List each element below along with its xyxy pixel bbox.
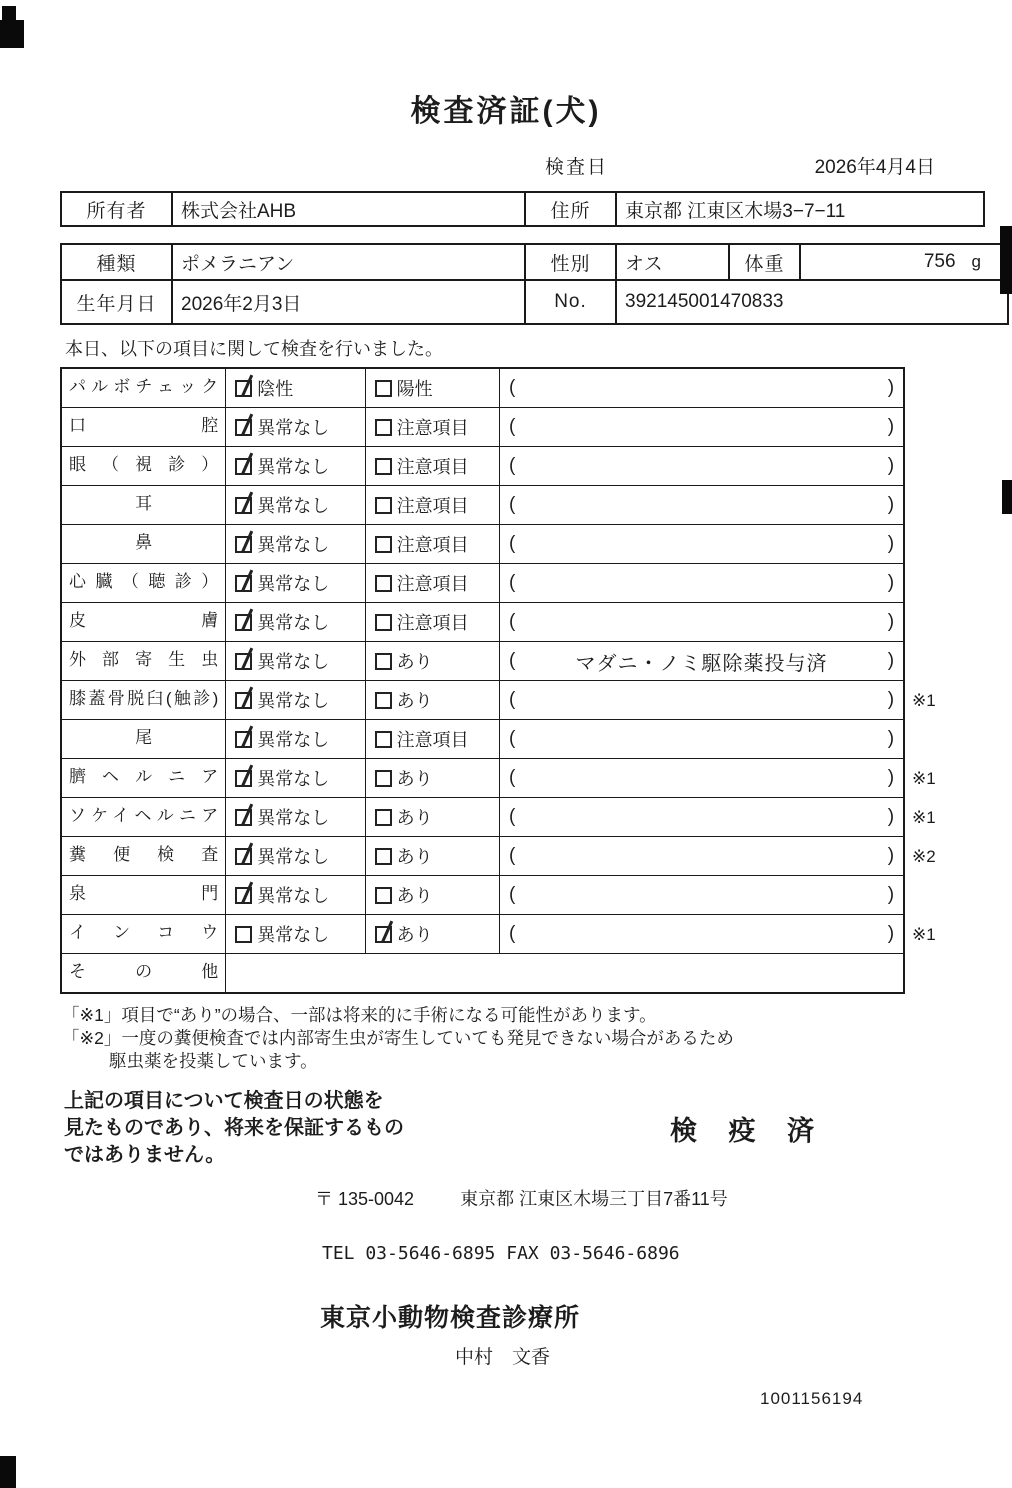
footnote-2-line2: 駆虫薬を投薬しています。	[109, 1050, 318, 1071]
comment-cell	[500, 681, 903, 719]
intro-text: 本日、以下の項目に関して検査を行いました。	[65, 339, 443, 359]
sex-label: 性別	[525, 244, 616, 280]
option-label: 異常なし	[257, 457, 330, 477]
row-label: その他	[62, 954, 226, 992]
paren-close: )	[887, 572, 895, 593]
checkbox-icon	[375, 770, 392, 787]
inspection-date-row	[60, 152, 935, 179]
paren-open: (	[508, 494, 516, 515]
row-label: 眼（視診）	[62, 447, 226, 485]
paren-open: (	[508, 884, 516, 905]
option-cell	[366, 642, 500, 680]
paren-open: (	[508, 689, 516, 710]
row-label: ソケイヘルニア	[62, 798, 226, 836]
paren-open: (	[508, 572, 516, 593]
option-label: 異常なし	[257, 418, 330, 438]
birth-value: 2026年2月3日	[172, 280, 525, 324]
clinic-name: 東京小動物検査診療所	[320, 1304, 581, 1333]
paren-open: (	[508, 533, 516, 554]
comment-cell	[500, 720, 903, 758]
statement-line: 見たものであり、将来を保証するもの	[64, 1117, 404, 1140]
row-label: 臍ヘルニア	[62, 759, 226, 797]
paren-open: (	[508, 923, 516, 944]
option-label: 異常なし	[257, 769, 330, 789]
option-label: 異常なし	[257, 691, 330, 711]
examiner-name: 中村 文香	[455, 1347, 551, 1369]
option-label: あり	[396, 886, 433, 906]
option-label: 陰性	[257, 379, 294, 399]
other-empty-cell	[226, 954, 903, 992]
option-label: 異常なし	[257, 652, 330, 672]
row-note-mark: ※1	[912, 768, 936, 788]
option-cell	[366, 369, 500, 407]
paren-close: )	[887, 767, 895, 788]
row-label: 膝蓋骨脱臼(触診)	[62, 681, 226, 719]
inspection-row	[60, 954, 1012, 994]
weight-unit: g	[971, 252, 981, 271]
inspection-row	[60, 447, 1012, 486]
checkbox-icon	[375, 653, 392, 670]
no-label: No.	[525, 280, 616, 324]
option-cell	[366, 876, 500, 914]
inspection-row	[60, 564, 1012, 603]
paren-close: )	[887, 923, 895, 944]
paren-open: (	[508, 650, 516, 671]
row-label: 耳	[62, 486, 226, 524]
inspection-row	[60, 837, 1012, 876]
checkbox-icon	[375, 497, 392, 514]
comment-cell	[500, 915, 903, 953]
checkbox-checked-icon	[235, 770, 252, 787]
comment-cell	[500, 408, 903, 446]
checkbox-checked-icon	[375, 926, 392, 943]
option-cell	[366, 447, 500, 485]
checkbox-checked-icon	[235, 731, 252, 748]
checkbox-icon	[375, 575, 392, 592]
disclaimer-statement	[64, 1088, 404, 1169]
footnote-2-line1: 「※2」一度の糞便検査では内部寄生虫が寄生していても発見できない場合があるため	[62, 1027, 734, 1048]
paren-close: )	[887, 611, 895, 632]
comment-cell	[500, 837, 903, 875]
comment-cell	[500, 486, 903, 524]
statement-line: 上記の項目について検査日の状態を	[64, 1090, 384, 1113]
option-cell	[226, 720, 365, 758]
checkbox-checked-icon	[235, 614, 252, 631]
checkbox-icon	[375, 536, 392, 553]
page-title: 検査済証(犬)	[410, 95, 602, 128]
option-label: あり	[396, 691, 433, 711]
paren-close: )	[887, 416, 895, 437]
inspection-row	[60, 486, 1012, 525]
option-cell	[226, 564, 365, 602]
option-cell	[226, 603, 365, 641]
option-label: 異常なし	[257, 496, 330, 516]
option-label: 注意項目	[396, 730, 469, 750]
weight-value: 756	[923, 251, 956, 272]
no-value: 392145001470833	[616, 280, 1008, 324]
paren-close: )	[887, 689, 895, 710]
checkbox-checked-icon	[235, 887, 252, 904]
row-label: パルボチェック	[62, 369, 226, 407]
paren-close: )	[887, 377, 895, 398]
breed-value: ポメラニアン	[172, 244, 525, 280]
paren-close: )	[887, 455, 895, 476]
owner-row	[61, 192, 984, 226]
checkbox-icon	[375, 848, 392, 865]
comment-cell	[500, 564, 903, 602]
comment-text: マダニ・ノミ駆除薬投与済	[575, 652, 828, 675]
option-cell	[226, 369, 365, 407]
footnotes	[62, 1004, 1012, 1072]
checkbox-icon	[375, 419, 392, 436]
inspection-row	[60, 876, 1012, 915]
option-label: 異常なし	[257, 613, 330, 633]
inspection-row	[60, 408, 1012, 447]
inspection-date-label: 検査日	[545, 157, 609, 178]
checkbox-icon	[235, 926, 252, 943]
comment-cell	[500, 369, 903, 407]
paren-close: )	[887, 533, 895, 554]
checkbox-checked-icon	[235, 692, 252, 709]
paren-close: )	[887, 845, 895, 866]
checkbox-icon	[375, 458, 392, 475]
clinic-address: 東京都 江東区木場三丁目7番11号	[460, 1189, 728, 1210]
checkbox-icon	[375, 380, 392, 397]
tel-fax-line: TEL 03-5646-6895 FAX 03-5646-6896	[322, 1243, 680, 1265]
option-cell	[366, 486, 500, 524]
row-label: 尾	[62, 720, 226, 758]
inspection-row	[60, 681, 1012, 720]
option-label: 注意項目	[396, 457, 469, 477]
option-cell	[226, 642, 365, 680]
weight-value-cell	[800, 244, 1008, 280]
paren-open: (	[508, 728, 516, 749]
checkbox-checked-icon	[235, 380, 252, 397]
option-cell	[366, 837, 500, 875]
row-label: 皮膚	[62, 603, 226, 641]
address-label: 住所	[525, 192, 616, 226]
comment-cell	[500, 642, 903, 680]
option-label: あり	[396, 847, 433, 867]
statement-line: ではありません。	[64, 1144, 226, 1167]
checkbox-checked-icon	[235, 497, 252, 514]
option-cell	[226, 525, 365, 563]
row-label: 口腔	[62, 408, 226, 446]
option-cell	[366, 915, 500, 953]
comment-cell	[500, 798, 903, 836]
checkbox-icon	[375, 692, 392, 709]
option-cell	[366, 681, 500, 719]
row-label: 泉門	[62, 876, 226, 914]
serial-number: 1001156194	[760, 1389, 864, 1409]
weight-label: 体重	[729, 244, 800, 280]
owner-value: 株式会社AHB	[172, 192, 525, 226]
owner-label: 所有者	[61, 192, 172, 226]
animal-table	[60, 243, 1009, 325]
option-label: 異常なし	[257, 574, 330, 594]
postal-code: 〒 135-0042	[315, 1189, 415, 1210]
paren-close: )	[887, 494, 895, 515]
owner-table	[60, 191, 985, 227]
option-cell	[366, 798, 500, 836]
sex-value: オス	[616, 244, 729, 280]
option-cell	[366, 603, 500, 641]
inspection-row	[60, 525, 1012, 564]
birth-row	[61, 280, 1008, 324]
paren-open: (	[508, 845, 516, 866]
checkbox-checked-icon	[235, 419, 252, 436]
inspection-row	[60, 759, 1012, 798]
address-value: 東京都 江東区木場3−7−11	[616, 192, 984, 226]
comment-cell	[500, 603, 903, 641]
scan-artifact	[0, 1456, 16, 1488]
scan-artifact	[0, 20, 24, 48]
inspection-row	[60, 798, 1012, 837]
comment-cell	[500, 759, 903, 797]
option-cell	[226, 798, 365, 836]
option-cell	[366, 720, 500, 758]
checkbox-checked-icon	[235, 536, 252, 553]
option-cell	[226, 486, 365, 524]
inspection-row	[60, 642, 1012, 681]
option-cell	[226, 915, 365, 953]
clinic-address-line	[315, 1185, 1012, 1211]
option-label: 陽性	[396, 379, 433, 399]
option-label: あり	[396, 769, 433, 789]
paren-open: (	[508, 377, 516, 398]
checkbox-checked-icon	[235, 458, 252, 475]
scan-artifact	[1000, 226, 1012, 294]
checkbox-icon	[375, 731, 392, 748]
row-note-mark: ※1	[912, 924, 936, 944]
option-label: 異常なし	[257, 925, 330, 945]
inspection-table	[60, 367, 1012, 994]
option-label: あり	[396, 808, 433, 828]
inspection-row	[60, 720, 1012, 759]
comment-cell	[500, 447, 903, 485]
option-cell	[366, 525, 500, 563]
paren-close: )	[887, 650, 895, 671]
paren-open: (	[508, 416, 516, 437]
paren-open: (	[508, 611, 516, 632]
footnote-1: 「※1」項目で“あり”の場合、一部は将来的に手術になる可能性があります。	[62, 1005, 657, 1025]
paren-open: (	[508, 455, 516, 476]
row-label: インコウ	[62, 915, 226, 953]
scan-artifact	[1002, 480, 1012, 514]
paren-open: (	[508, 806, 516, 827]
option-label: 異常なし	[257, 886, 330, 906]
breed-row	[61, 244, 1008, 280]
inspection-row	[60, 915, 1012, 954]
option-label: 注意項目	[396, 574, 469, 594]
option-cell	[226, 681, 365, 719]
inspection-row	[60, 603, 1012, 642]
option-label: 注意項目	[396, 535, 469, 555]
checkbox-icon	[375, 887, 392, 904]
option-cell	[226, 447, 365, 485]
checkbox-checked-icon	[235, 575, 252, 592]
row-label: 鼻	[62, 525, 226, 563]
option-label: 注意項目	[396, 613, 469, 633]
option-cell	[226, 837, 365, 875]
comment-cell	[500, 876, 903, 914]
breed-label: 種類	[61, 244, 172, 280]
statement-row	[64, 1088, 954, 1169]
paren-close: )	[887, 884, 895, 905]
inspection-date-value: 2026年4月4日	[814, 157, 935, 178]
birth-label: 生年月日	[61, 280, 172, 324]
row-label: 外部寄生虫	[62, 642, 226, 680]
option-label: 異常なし	[257, 847, 330, 867]
option-label: 注意項目	[396, 496, 469, 516]
option-cell	[226, 408, 365, 446]
checkbox-icon	[375, 614, 392, 631]
row-label: 糞便検査	[62, 837, 226, 875]
option-cell	[226, 759, 365, 797]
option-label: 異常なし	[257, 730, 330, 750]
paren-close: )	[887, 806, 895, 827]
comment-cell	[500, 525, 903, 563]
option-cell	[366, 408, 500, 446]
row-note-mark: ※1	[912, 807, 936, 827]
row-label: 心臓（聴診）	[62, 564, 226, 602]
option-cell	[366, 564, 500, 602]
option-label: 注意項目	[396, 418, 469, 438]
option-label: 異常なし	[257, 808, 330, 828]
checkbox-checked-icon	[235, 653, 252, 670]
inspection-row	[60, 367, 1012, 408]
row-note-mark: ※2	[912, 846, 936, 866]
quarantine-passed-stamp: 検 疫 済	[669, 1116, 826, 1147]
option-cell	[226, 876, 365, 914]
option-label: あり	[396, 925, 433, 945]
paren-close: )	[887, 728, 895, 749]
checkbox-icon	[375, 809, 392, 826]
option-label: 異常なし	[257, 535, 330, 555]
checkbox-checked-icon	[235, 809, 252, 826]
option-cell	[366, 759, 500, 797]
checkbox-checked-icon	[235, 848, 252, 865]
option-label: あり	[396, 652, 433, 672]
row-note-mark: ※1	[912, 690, 936, 710]
paren-open: (	[508, 767, 516, 788]
